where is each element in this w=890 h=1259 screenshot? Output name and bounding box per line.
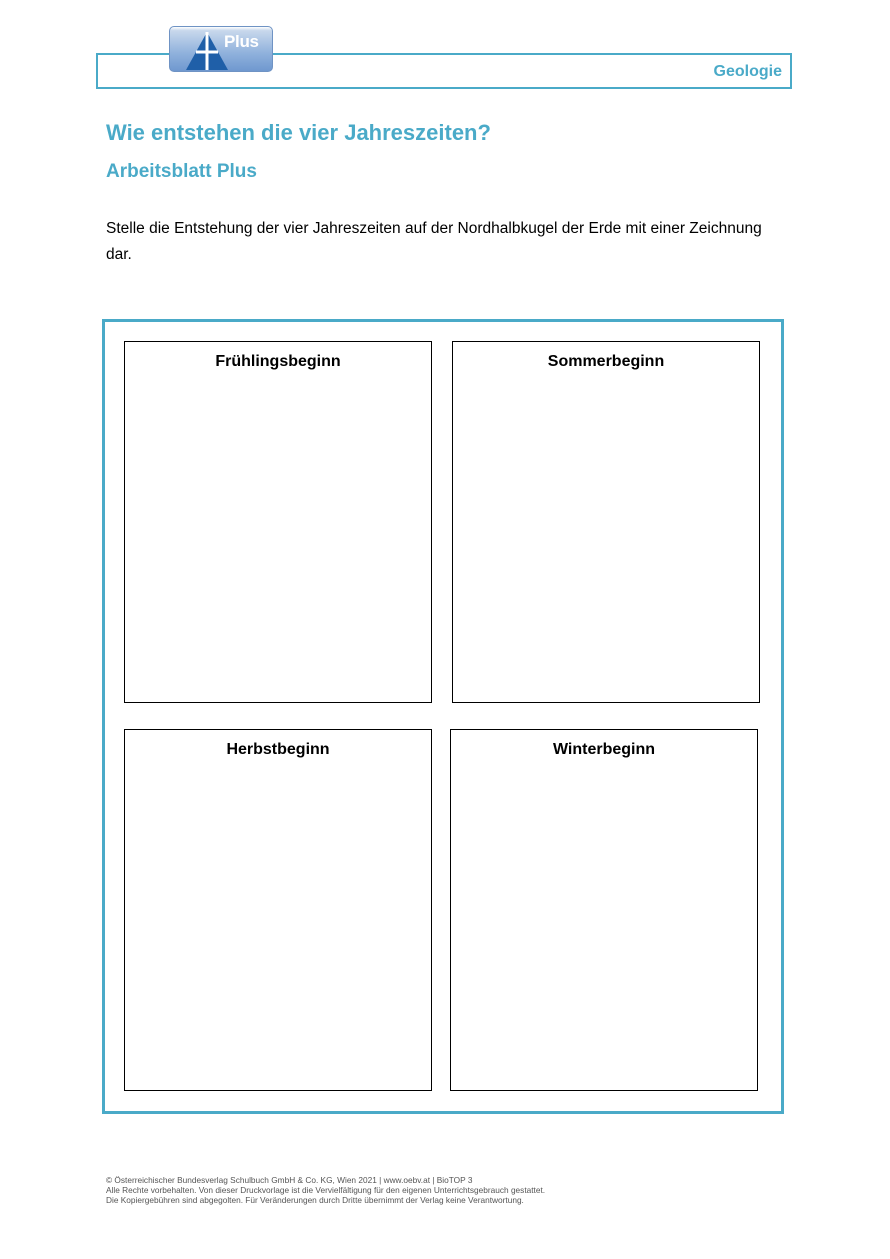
plus-logo xyxy=(169,26,273,72)
copyright-footer xyxy=(106,1175,545,1205)
footer-line-3: Die Kopiergebühren sind abgegolten. Für Veränderungen durch Dritte übernimmt der Verlag keine Verantwortung. xyxy=(106,1195,524,1205)
season-box-summer[interactable] xyxy=(452,341,760,703)
task-instruction: Stelle die Entstehung der vier Jahreszeiten auf der Nordhalbkugel der Erde mit einer Zeichnung dar. xyxy=(106,220,762,263)
season-label-winter: Winterbeginn xyxy=(552,741,656,758)
subject-label: Geologie xyxy=(713,63,782,80)
season-label-spring: Frühlingsbeginn xyxy=(215,353,341,370)
season-box-autumn[interactable] xyxy=(124,729,432,1091)
season-label-autumn: Herbstbeginn xyxy=(226,741,330,758)
page-subtitle: Arbeitsblatt Plus xyxy=(106,161,257,182)
season-box-winter[interactable] xyxy=(450,729,758,1091)
footer-line-1: © Österreichischer Bundesverlag Schulbuch GmbH & Co. KG, Wien 2021 | www.oebv.at | BioTOP 3 xyxy=(106,1175,473,1185)
page-title: Wie entstehen die vier Jahreszeiten? xyxy=(106,120,491,145)
season-box-spring[interactable] xyxy=(124,341,432,703)
footer-line-2: Alle Rechte vorbehalten. Von dieser Druckvorlage ist die Vervielfältigung für den eigenen Unterrichtsgebrauch gestattet. xyxy=(106,1185,546,1195)
season-label-summer: Sommerbeginn xyxy=(547,353,665,370)
logo-text: Plus xyxy=(224,32,259,51)
